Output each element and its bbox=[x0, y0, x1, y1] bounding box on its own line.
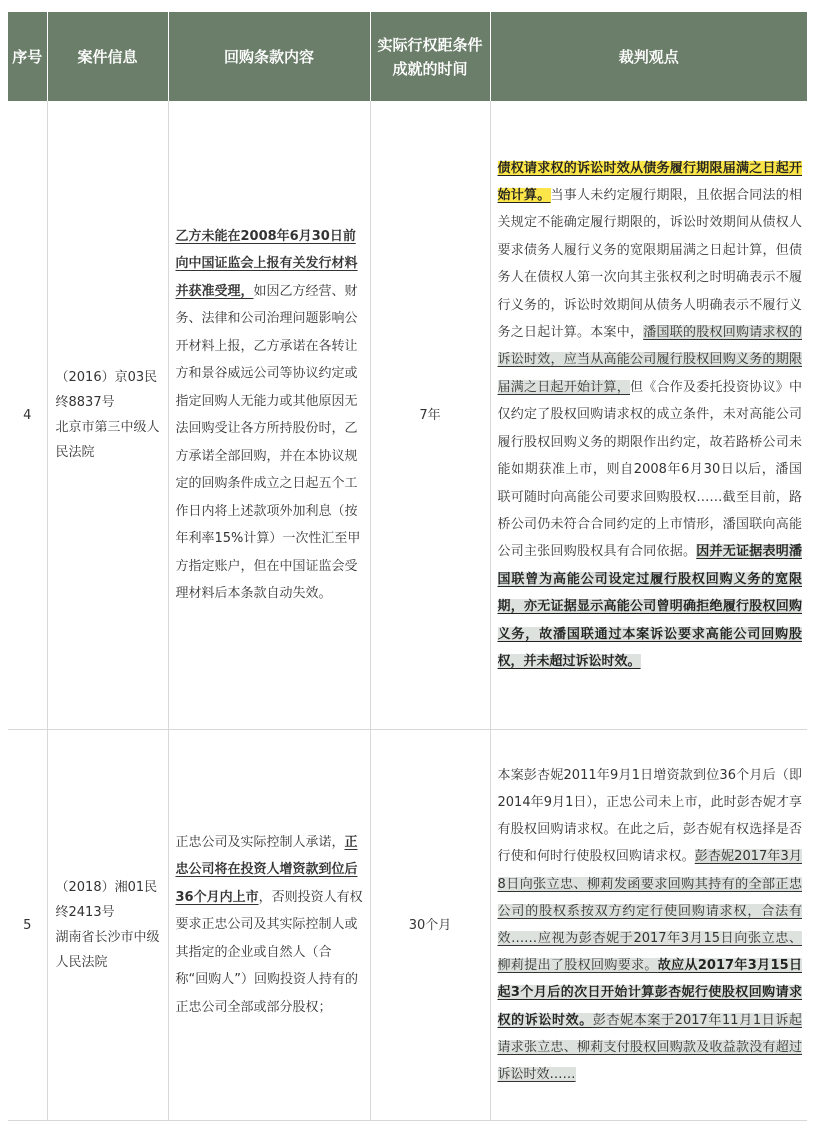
header-case-info: 案件信息 bbox=[47, 12, 168, 101]
ruling-highlight-yellow: 债权请求权的诉讼时效从债务履行期限届满之日起开始计算。 bbox=[497, 160, 802, 204]
clause-cell bbox=[168, 730, 370, 1121]
case-info-cell bbox=[47, 101, 168, 730]
ruling-highlight-gray: 潘国联的股权回购请求权的诉讼时效，应当从高能公司履行股权回购义务的期限届满之日起开始计算， bbox=[497, 325, 802, 395]
table-row bbox=[8, 101, 807, 730]
clause-text: 如因乙方经营、财务、法律和公司治理问题影响公开材料上报，乙方承诺在各转让方和景谷威远公司等协议约定或指定回购人无能力或其他原因无法回购受让各方所持股份时，乙方承诺全部回购，并在本协议规定的回购条件成立之日起五个工作日内将上述款项外加利息（按年利率15%计算）一次性汇至甲方指定账户，但在中国证监会受理材料后本条款自动失效。 bbox=[175, 283, 361, 601]
court-name: 湖南省长沙市中级人民法院 bbox=[55, 930, 160, 970]
case-number: （2016）京03民终8837号 bbox=[55, 370, 158, 410]
ruling-cell bbox=[490, 101, 807, 730]
header-row bbox=[8, 12, 807, 101]
clause-intro: 正忠公司及实际控制人承诺， bbox=[175, 834, 345, 850]
header-elapsed: 实际行权距条件成就的时间 bbox=[370, 12, 490, 101]
clause-text: ，否则投资人有权要求正忠公司及其实际控制人或其指定的企业或自然人（合称“回购人”）回购投资人持有的正忠公司全部或部分股权； bbox=[175, 889, 363, 1015]
header-ruling: 裁判观点 bbox=[490, 12, 807, 101]
case-number: （2018）湘01民终2413号 bbox=[55, 880, 158, 920]
header-clause: 回购条款内容 bbox=[168, 12, 370, 101]
clause-key-terms: 正忠公司将在投资人增资款到位后36个月内上市 bbox=[175, 834, 358, 905]
duration-cell: 30个月 bbox=[370, 730, 490, 1121]
clause-cell bbox=[168, 101, 370, 730]
ruling-highlight-bold: 因并无证据表明潘国联曾为高能公司设定过履行股权回购义务的宽限期，亦无证据显示高能公司曾明确拒绝履行股权回购义务，故潘国联通过本案诉讼要求高能公司回购股权，并未超过诉讼时效。 bbox=[497, 544, 802, 669]
case-table bbox=[8, 12, 807, 1121]
row-seq: 5 bbox=[8, 730, 47, 1121]
duration-cell: 7年 bbox=[370, 101, 490, 730]
row-seq: 4 bbox=[8, 101, 47, 730]
ruling-text: 但《合作及委托投资协议》中仅约定了股权回购请求权的成立条件，未对高能公司履行股权回购义务的期限作出约定，故若路桥公司未能如期获准上市，则自2008年6月30日以后，潘国联可随时向高能公司要求回购股权……截至目前，路桥公司仍未符合合同约定的上市情形，潘国联向高能公司主张回购股权具有合同依据。 bbox=[497, 379, 802, 560]
ruling-text: 当事人未约定履行期限，且依据合同法的相关规定不能确定履行期限的，诉讼时效期间从债权人要求债务人履行义务的宽限期届满之日起计算，但债务人在债权人第一次向其主张权利之时明确表示不履行义务的，诉讼时效期间从债务人明确表示不履行义务之日起计算。本案中， bbox=[497, 188, 802, 341]
ruling-highlight-gray: 彭杏妮本案于2017年11月1日诉起请求张立忠、柳莉支付股权回购款及收益款没有超过诉讼时效…… bbox=[497, 1012, 802, 1083]
clause-key-terms: 乙方未能在2008年6月30日前向中国证监会上报有关发行材料并获准受理， bbox=[175, 228, 358, 299]
header-seq: 序号 bbox=[8, 12, 47, 101]
table-row bbox=[8, 730, 807, 1121]
ruling-text: 本案彭杏妮2011年9月1日增资款到位36个月后（即2014年9月1日），正忠公司未上市，此时彭杏妮才享有股权回购请求权。在此之后，彭杏妮有权选择是否行使和何时行使股权回购请求权。 bbox=[497, 767, 802, 865]
ruling-highlight-bold: 故应从2017年3月15日起3个月后的次日开始计算彭杏妮行使股权回购请求权的诉讼时效。 bbox=[497, 958, 802, 1028]
court-name: 北京市第三中级人民法院 bbox=[55, 420, 160, 460]
ruling-cell bbox=[490, 730, 807, 1121]
case-info-cell bbox=[47, 730, 168, 1121]
ruling-highlight-gray: 彭杏妮2017年3月8日向张立忠、柳莉发函要求回购其持有的全部正忠公司的股权系按双方约定行使回购请求权，合法有效……应视为彭杏妮于2017年3月15日向张立忠、柳莉提出了股权回购要求。 bbox=[497, 849, 802, 974]
